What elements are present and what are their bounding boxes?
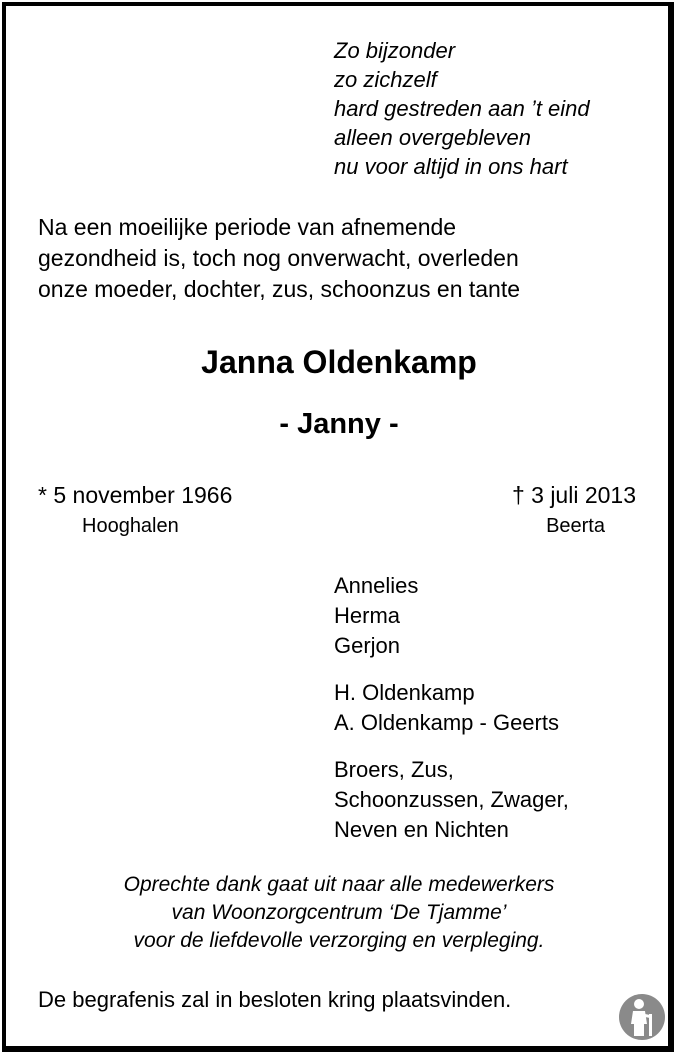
poem bbox=[334, 36, 590, 181]
mourner-name: A. Oldenkamp - Geerts bbox=[334, 710, 559, 735]
mourners-children bbox=[334, 571, 418, 661]
mourner-name: Schoonzussen, Zwager, bbox=[334, 787, 569, 812]
poem-line: Zo bijzonder bbox=[334, 38, 456, 63]
mourners-parents bbox=[334, 678, 559, 738]
mourner-name: Gerjon bbox=[334, 633, 401, 658]
deceased-nickname: - Janny - bbox=[279, 408, 399, 440]
deceased-name: Janna Oldenkamp bbox=[201, 344, 477, 380]
mourner-name: Annelies bbox=[334, 573, 419, 598]
intro-line: Na een moeilijke periode van afnemende bbox=[38, 214, 457, 240]
intro-line: gezondheid is, toch nog onverwacht, overleden bbox=[38, 245, 519, 271]
poem-line: nu voor altijd in ons hart bbox=[334, 154, 568, 179]
intro-line: onze moeder, dochter, zus, schoonzus en tante bbox=[38, 276, 521, 302]
birth-place: Hooghalen bbox=[82, 515, 179, 537]
death-date: † 3 juli 2013 bbox=[511, 482, 636, 508]
thanks-line: voor de liefdevolle verzorging en verpleging. bbox=[133, 929, 545, 952]
mourner-name: Neven en Nichten bbox=[334, 817, 509, 842]
thanks-line: Oprechte dank gaat uit naar alle medewerkers bbox=[123, 873, 555, 896]
intro-text bbox=[38, 212, 520, 305]
mourner-name: Broers, Zus, bbox=[334, 757, 454, 782]
poem-line: alleen overgebleven bbox=[334, 125, 531, 150]
funeral-note: De begrafenis zal in besloten kring plaatsvinden. bbox=[38, 987, 512, 1012]
mourner-name: H. Oldenkamp bbox=[334, 680, 475, 705]
thanks-text bbox=[0, 871, 678, 955]
birth-date: * 5 november 1966 bbox=[38, 482, 233, 508]
memorial-figure-icon bbox=[617, 992, 667, 1042]
poem-line: zo zichzelf bbox=[334, 67, 437, 92]
mourner-name: Herma bbox=[334, 603, 401, 628]
mourners-family bbox=[334, 755, 569, 845]
death-place: Beerta bbox=[546, 515, 605, 537]
poem-line: hard gestreden aan ’t eind bbox=[334, 96, 590, 121]
thanks-line: van Woonzorgcentrum ‘De Tjamme’ bbox=[171, 901, 507, 924]
